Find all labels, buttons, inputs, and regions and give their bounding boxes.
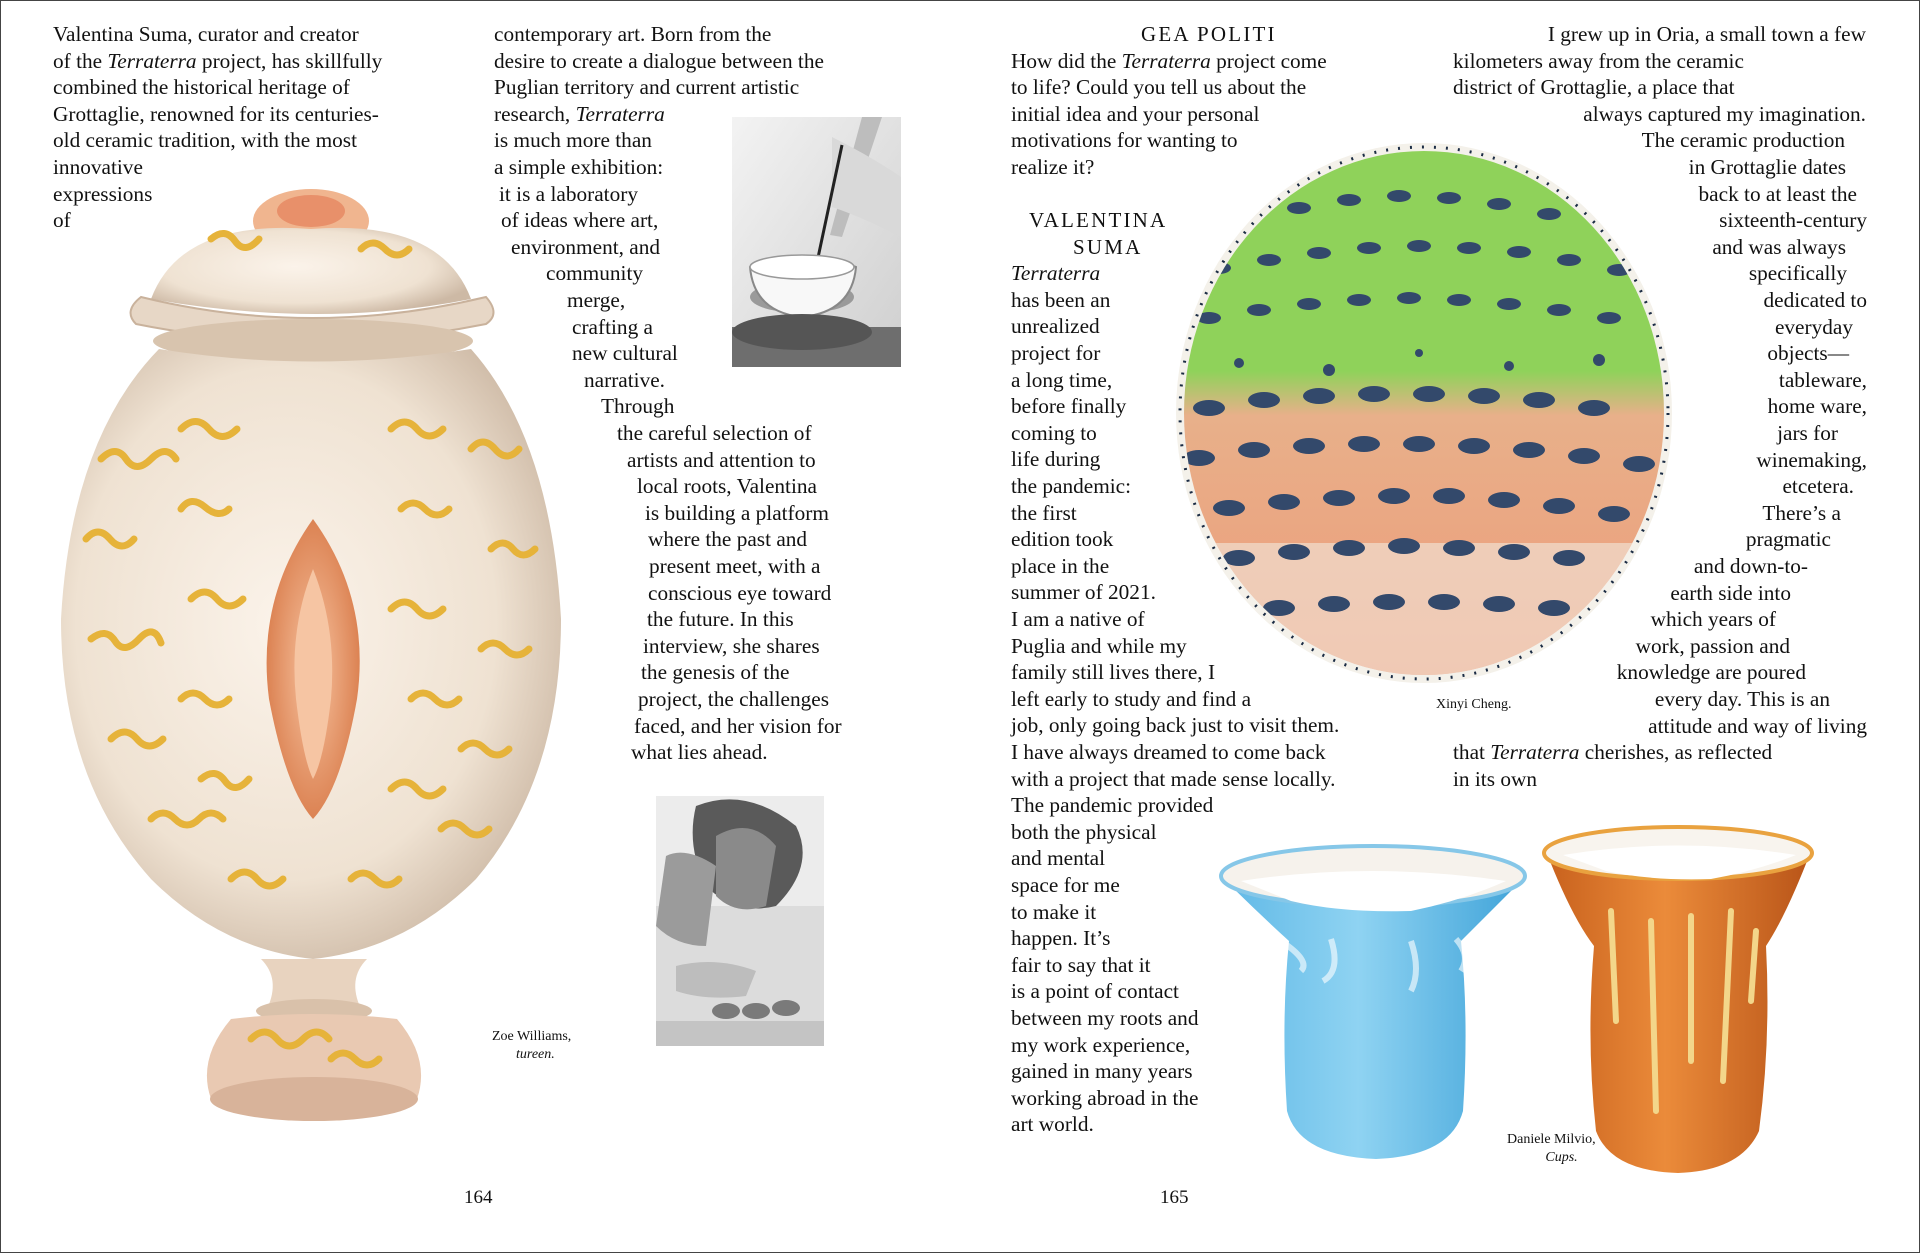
text-line: How did the Terraterra project come xyxy=(1011,48,1327,73)
right-page xyxy=(961,1,1920,1253)
text-line: the careful selection of xyxy=(617,421,812,445)
text-line: present meet, with a xyxy=(649,554,821,578)
text-line: combined the historical heritage of xyxy=(53,75,350,100)
text-line: research, Terraterra xyxy=(494,101,665,126)
text-line: the first xyxy=(1011,500,1077,525)
text-line: I am a native of xyxy=(1011,607,1145,631)
text-line: with a project that made sense locally. xyxy=(1011,766,1336,791)
text-line: always captured my imagination. xyxy=(1583,101,1866,126)
text-line: art world. xyxy=(1011,1112,1094,1137)
text-line: Through xyxy=(601,394,675,419)
text-line: the future. In this xyxy=(647,607,794,632)
interviewer-heading: GEA POLITI xyxy=(1141,22,1277,46)
text-line: summer of 2021. xyxy=(1011,580,1156,605)
text-line: that Terraterra cherishes, as reflected xyxy=(1453,740,1773,765)
text-line: left early to study and find a xyxy=(1011,686,1252,711)
text-line: interview, she shares xyxy=(643,633,820,658)
tureen-image xyxy=(31,179,611,1159)
text-line: specifically xyxy=(1748,261,1847,286)
text-line: I grew up in Oria, a small town a few xyxy=(1547,22,1866,46)
text-line: home ware, xyxy=(1767,394,1867,419)
text-line: has been an xyxy=(1011,287,1111,312)
text-line: faced, and her vision for xyxy=(634,713,842,738)
text-line: in Grottaglie dates xyxy=(1688,155,1846,179)
text-line: narrative. xyxy=(584,367,665,392)
text-line: pragmatic xyxy=(1745,527,1831,552)
text-line: and down-to- xyxy=(1693,554,1808,578)
text-line: of xyxy=(53,208,71,233)
cups-caption-artist: Daniele Milvio, xyxy=(1507,1132,1596,1147)
caption-artist: Zoe Williams, xyxy=(492,1029,572,1044)
text-line: and was always xyxy=(1712,234,1846,259)
text-line: kilometers away from the ceramic xyxy=(1453,48,1744,73)
text-line: to make it xyxy=(1011,899,1097,924)
tureen-svg xyxy=(31,179,611,1159)
text-line: dedicated to xyxy=(1763,288,1867,312)
text-line: Puglian territory and current artistic xyxy=(494,75,800,100)
plate-caption: Xinyi Cheng. xyxy=(1436,697,1512,712)
text-line: The pandemic provided xyxy=(1011,793,1214,818)
text-line: before finally xyxy=(1011,394,1127,419)
text-line: contemporary art. Born from the xyxy=(494,22,772,46)
left-page xyxy=(1,1,961,1253)
text-line: in its own xyxy=(1453,766,1538,791)
page-number: 165 xyxy=(1160,1187,1189,1208)
text-line: work, passion and xyxy=(1635,633,1790,658)
text-line: new cultural xyxy=(572,341,678,366)
text-line: unrealized xyxy=(1011,314,1100,339)
text-line: both the physical xyxy=(1011,819,1157,844)
text-line: my work experience, xyxy=(1011,1032,1191,1057)
text-line: objects— xyxy=(1767,341,1849,366)
text-line: is a point of contact xyxy=(1011,979,1179,1004)
respondent-heading-2: SUMA xyxy=(1073,234,1143,259)
text-line: earth side into xyxy=(1670,580,1791,605)
text-line: is much more than xyxy=(494,128,652,153)
text-line: back to at least the xyxy=(1698,181,1857,206)
text-line: and mental xyxy=(1011,846,1106,871)
text-line: a long time, xyxy=(1011,367,1113,392)
text-line: the pandemic: xyxy=(1011,474,1132,498)
text-line: environment, and xyxy=(511,234,661,259)
text-line: project for xyxy=(1011,341,1101,365)
text-line: attitude and way of living xyxy=(1648,713,1867,738)
text-line: it is a laboratory xyxy=(499,181,638,206)
text-line: realize it? xyxy=(1011,155,1095,179)
text-line: Grottaglie, renowned for its centuries- xyxy=(53,101,379,126)
text-line: knowledge are poured xyxy=(1616,660,1806,685)
text-line: life during xyxy=(1011,447,1101,472)
text-line: expressions xyxy=(53,181,153,206)
text-line: the genesis of the xyxy=(641,660,790,685)
text-line: working abroad in the xyxy=(1011,1085,1199,1110)
text-line: where the past and xyxy=(648,527,808,552)
cups-image xyxy=(1211,821,1851,1181)
text-line: of the Terraterra project, has skillfully xyxy=(53,48,383,73)
text-line: Puglia and while my xyxy=(1011,633,1187,658)
text-line: space for me xyxy=(1011,873,1120,897)
text-line: tableware, xyxy=(1778,367,1867,392)
page-number: 164 xyxy=(464,1187,493,1208)
text-line: gained in many years xyxy=(1011,1059,1193,1084)
text-line: desire to create a dialogue between the xyxy=(494,48,824,73)
caption-work: tureen. xyxy=(516,1047,555,1062)
cups-caption xyxy=(1507,1131,1596,1167)
person-working-photo xyxy=(656,796,824,1046)
tureen-caption xyxy=(492,1028,571,1064)
text-line: between my roots and xyxy=(1011,1006,1199,1030)
text-line: place in the xyxy=(1011,553,1110,578)
text-line: I have always dreamed to come back xyxy=(1011,740,1326,764)
text-line: Valentina Suma, curator and creator xyxy=(53,22,359,46)
text-line: etcetera. xyxy=(1782,474,1854,499)
plate-image xyxy=(1169,138,1679,693)
text-line: is building a platform xyxy=(645,500,829,525)
text-line: community xyxy=(546,261,644,286)
text-line: conscious eye toward xyxy=(648,580,832,605)
text-line: of ideas where art, xyxy=(501,208,659,233)
text-line: Terraterra xyxy=(1011,261,1101,286)
text-line: sixteenth-century xyxy=(1719,208,1867,233)
respondent-heading-1: VALENTINA xyxy=(1029,208,1168,232)
text-line: a simple exhibition: xyxy=(494,155,664,179)
text-line: merge, xyxy=(567,288,626,312)
text-line: happen. It’s xyxy=(1011,926,1111,951)
text-line: district of Grottaglie, a place that xyxy=(1453,75,1735,100)
text-line: family still lives there, I xyxy=(1011,660,1216,685)
text-line: old ceramic tradition, with the most xyxy=(53,128,358,153)
text-line: motivations for wanting to xyxy=(1011,128,1238,153)
text-line: coming to xyxy=(1011,420,1097,445)
text-line: jars for xyxy=(1777,421,1838,445)
text-line: everyday xyxy=(1774,314,1853,339)
text-line: job, only going back just to visit them. xyxy=(1011,713,1340,738)
text-line: which years of xyxy=(1650,607,1776,632)
cups-caption-work: Cups. xyxy=(1545,1150,1578,1165)
text-line: to life? Could you tell us about the xyxy=(1011,75,1307,100)
painting-bowl-photo xyxy=(732,117,901,367)
text-line: local roots, Valentina xyxy=(637,474,817,499)
text-line: every day. This is an xyxy=(1654,687,1830,711)
text-line: project, the challenges xyxy=(638,687,829,711)
text-line: artists and attention to xyxy=(627,447,816,472)
text-line: The ceramic production xyxy=(1641,128,1845,153)
text-line: There’s a xyxy=(1762,500,1841,525)
text-line: innovative xyxy=(53,155,143,179)
text-line: what lies ahead. xyxy=(631,740,768,765)
text-line: fair to say that it xyxy=(1011,952,1151,977)
text-line: winemaking, xyxy=(1756,447,1867,472)
text-line: crafting a xyxy=(572,314,653,339)
text-line: initial idea and your personal xyxy=(1011,101,1260,126)
text-line: edition took xyxy=(1011,527,1114,552)
